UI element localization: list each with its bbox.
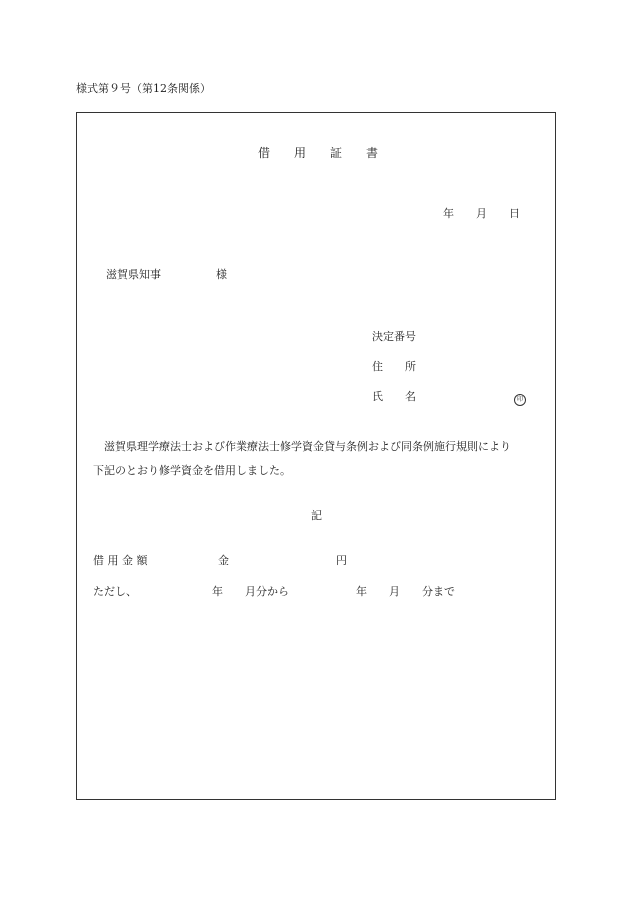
seal-mark-wrapper xyxy=(514,392,526,406)
address-label: 住 所 xyxy=(372,360,416,373)
period-prefix: ただし、 xyxy=(93,585,137,598)
body-text-line-1: 滋賀県理学療法士および作業療法士修学資金貸与条例および同条例施行規則により xyxy=(93,440,511,453)
decision-number-label: 決定番号 xyxy=(372,330,416,343)
period-to: 年 月 分まで xyxy=(356,585,455,598)
form-number: 様式第９号（第12条関係） xyxy=(76,82,211,95)
amount-label: 借 用 金 額 xyxy=(93,554,148,567)
amount-kin: 金 xyxy=(218,554,229,567)
date-line: 年 月 日 xyxy=(443,207,520,220)
name-label: 氏 名 xyxy=(372,390,416,403)
amount-yen: 円 xyxy=(336,554,347,567)
addressee: 滋賀県知事 様 xyxy=(106,268,227,281)
body-text-line-2: 下記のとおり修学資金を借用しました。 xyxy=(93,464,291,477)
document-title: 借 用 証 書 xyxy=(258,146,379,160)
ki-heading: 記 xyxy=(311,509,322,522)
seal-icon: 印 xyxy=(514,394,526,406)
period-from: 年 月分から xyxy=(212,585,289,598)
